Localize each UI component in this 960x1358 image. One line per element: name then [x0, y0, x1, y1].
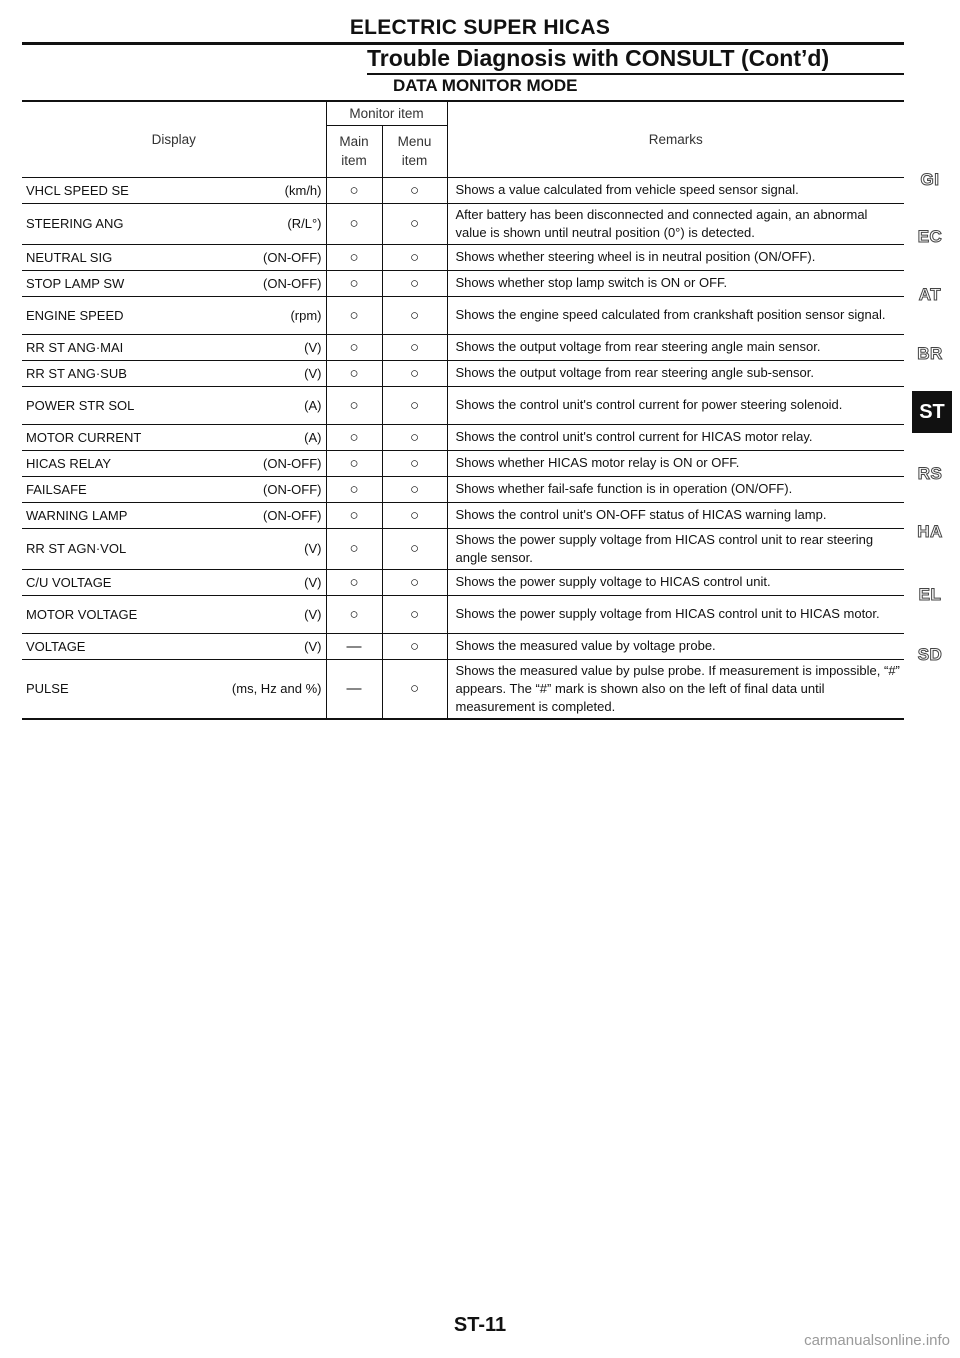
- remarks-cell: Shows the measured value by pulse probe. If measurement is impossible, “#” appears. The “#” mark is shown also on the left of final data until measurement is completed.: [447, 659, 904, 719]
- table-row: [22, 569, 904, 595]
- main-item-mark: ○: [326, 244, 382, 270]
- display-cell: [22, 244, 326, 270]
- tab-ec[interactable]: EC: [917, 227, 943, 246]
- tab-gi[interactable]: GI: [920, 170, 940, 189]
- display-cell: [22, 386, 326, 424]
- main-item-mark: ○: [326, 296, 382, 334]
- item-name: HICAS RELAY: [26, 455, 112, 471]
- remarks-cell: Shows whether stop lamp switch is ON or OFF.: [447, 270, 904, 296]
- data-monitor-table-container: [22, 100, 904, 720]
- menu-item-mark: ○: [382, 386, 447, 424]
- menu-item-mark: ○: [382, 270, 447, 296]
- item-unit: (ON-OFF): [263, 481, 322, 497]
- item-unit: (V): [304, 339, 322, 355]
- main-item-mark: ○: [326, 360, 382, 386]
- remarks-cell: Shows the control unit's ON-OFF status of HICAS warning lamp.: [447, 502, 904, 528]
- item-name: WARNING LAMP: [26, 507, 128, 523]
- watermark: carmanualsonline.info: [804, 1332, 950, 1349]
- table-row: [22, 360, 904, 386]
- tab-st-active[interactable]: ST: [912, 391, 952, 433]
- table-row: [22, 528, 904, 569]
- item-name: POWER STR SOL: [26, 397, 135, 413]
- main-item-mark: ○: [326, 203, 382, 244]
- display-cell: [22, 659, 326, 719]
- remarks-cell: Shows the measured value by voltage probe.: [447, 633, 904, 659]
- menu-item-mark: ○: [382, 595, 447, 633]
- section-title: Trouble Diagnosis with CONSULT (Cont’d): [367, 45, 830, 71]
- item-unit: (A): [304, 429, 322, 445]
- section-rule: [367, 73, 904, 75]
- main-item-mark: ○: [326, 595, 382, 633]
- display-cell: [22, 424, 326, 450]
- menu-item-mark: ○: [382, 528, 447, 569]
- tab-at[interactable]: AT: [918, 285, 942, 304]
- table-row: [22, 296, 904, 334]
- table-row: [22, 659, 904, 719]
- item-name: ENGINE SPEED: [26, 307, 124, 323]
- item-name: STOP LAMP SW: [26, 275, 125, 291]
- menu-item-mark: ○: [382, 569, 447, 595]
- page-title: ELECTRIC SUPER HICAS: [349, 16, 611, 39]
- item-name: RR ST ANG·MAI: [26, 339, 124, 355]
- item-unit: (A): [304, 397, 322, 413]
- item-name: MOTOR VOLTAGE: [26, 606, 138, 622]
- header-menu-item: Menu item: [382, 125, 447, 177]
- menu-item-mark: ○: [382, 476, 447, 502]
- table-row: [22, 386, 904, 424]
- item-unit: (ON-OFF): [263, 249, 322, 265]
- main-item-mark: ○: [326, 270, 382, 296]
- display-cell: [22, 334, 326, 360]
- item-unit: (ON-OFF): [263, 507, 322, 523]
- page-number: ST-11: [453, 1314, 507, 1336]
- table-row: [22, 334, 904, 360]
- item-unit: (rpm): [290, 307, 322, 323]
- item-name: VHCL SPEED SE: [26, 182, 129, 198]
- menu-item-mark: ○: [382, 334, 447, 360]
- item-unit: (V): [304, 574, 322, 590]
- menu-item-mark: ○: [382, 633, 447, 659]
- menu-item-mark: ○: [382, 659, 447, 719]
- main-item-mark: ○: [326, 424, 382, 450]
- table-row: [22, 633, 904, 659]
- item-name: VOLTAGE: [26, 638, 86, 654]
- remarks-cell: Shows whether steering wheel is in neutral position (ON/OFF).: [447, 244, 904, 270]
- menu-item-mark: ○: [382, 296, 447, 334]
- item-unit: (R/L°): [287, 216, 322, 231]
- item-name: MOTOR CURRENT: [26, 429, 142, 445]
- main-item-mark: ○: [326, 476, 382, 502]
- table-row: [22, 502, 904, 528]
- display-cell: [22, 177, 326, 203]
- display-cell: [22, 476, 326, 502]
- remarks-cell: Shows whether fail-safe function is in operation (ON/OFF).: [447, 476, 904, 502]
- display-cell: [22, 528, 326, 569]
- tab-sd[interactable]: SD: [917, 645, 943, 664]
- display-cell: [22, 595, 326, 633]
- table-row: [22, 595, 904, 633]
- display-cell: [22, 360, 326, 386]
- subsection-title: DATA MONITOR MODE: [393, 76, 578, 95]
- remarks-cell: Shows the control unit's control current for power steering solenoid.: [447, 386, 904, 424]
- main-item-mark: —: [326, 633, 382, 659]
- header-main-item: Main item: [326, 125, 382, 177]
- menu-item-mark: ○: [382, 424, 447, 450]
- table-row: [22, 450, 904, 476]
- header-remarks: Remarks: [447, 101, 904, 177]
- item-unit: (V): [304, 541, 322, 556]
- menu-item-mark: ○: [382, 177, 447, 203]
- item-name: C/U VOLTAGE: [26, 574, 112, 590]
- item-unit: (V): [304, 638, 322, 654]
- remarks-cell: Shows the control unit's control current for HICAS motor relay.: [447, 424, 904, 450]
- display-cell: [22, 450, 326, 476]
- remarks-cell: Shows the output voltage from rear steering angle main sensor.: [447, 334, 904, 360]
- table-row: [22, 476, 904, 502]
- display-cell: [22, 296, 326, 334]
- menu-item-mark: ○: [382, 502, 447, 528]
- table-row: [22, 424, 904, 450]
- main-item-mark: ○: [326, 569, 382, 595]
- item-unit: (ON-OFF): [263, 275, 322, 291]
- remarks-cell: Shows the output voltage from rear steering angle sub-sensor.: [447, 360, 904, 386]
- main-item-mark: ○: [326, 386, 382, 424]
- tab-el[interactable]: EL: [918, 585, 942, 604]
- display-cell: [22, 569, 326, 595]
- remarks-cell: Shows the power supply voltage from HICAS control unit to rear steering angle sensor.: [447, 528, 904, 569]
- main-item-mark: ○: [326, 334, 382, 360]
- main-item-mark: ○: [326, 502, 382, 528]
- header-display: Display: [22, 101, 326, 177]
- data-monitor-table: [22, 100, 904, 720]
- item-name: NEUTRAL SIG: [26, 249, 113, 265]
- main-item-mark: ○: [326, 450, 382, 476]
- tab-ha[interactable]: HA: [917, 522, 943, 541]
- remarks-cell: Shows the power supply voltage from HICAS control unit to HICAS motor.: [447, 595, 904, 633]
- item-name: RR ST ANG·SUB: [26, 365, 127, 381]
- item-unit: (V): [304, 365, 322, 381]
- menu-item-mark: ○: [382, 450, 447, 476]
- remarks-cell: After battery has been disconnected and connected again, an abnormal value is shown until neutral position (0°) is detected.: [447, 203, 904, 244]
- display-cell: [22, 502, 326, 528]
- item-unit: (ms, Hz and %): [231, 681, 322, 696]
- menu-item-mark: ○: [382, 244, 447, 270]
- main-item-mark: ○: [326, 177, 382, 203]
- tab-br[interactable]: BR: [917, 344, 943, 363]
- tab-rs[interactable]: RS: [917, 464, 943, 483]
- table-row: [22, 177, 904, 203]
- item-name: PULSE: [26, 681, 69, 696]
- main-item-mark: —: [326, 659, 382, 719]
- display-cell: [22, 270, 326, 296]
- menu-item-mark: ○: [382, 360, 447, 386]
- menu-item-mark: ○: [382, 203, 447, 244]
- item-unit: (km/h): [284, 182, 322, 198]
- item-name: STEERING ANG: [26, 216, 124, 231]
- item-name: FAILSAFE: [26, 481, 87, 497]
- remarks-cell: Shows the engine speed calculated from crankshaft position sensor signal.: [447, 296, 904, 334]
- item-unit: (ON-OFF): [263, 455, 322, 471]
- table-row: [22, 203, 904, 244]
- item-name: RR ST AGN·VOL: [26, 541, 127, 556]
- header-monitor-item: Monitor item: [326, 101, 447, 125]
- main-item-mark: ○: [326, 528, 382, 569]
- display-cell: [22, 633, 326, 659]
- remarks-cell: Shows the power supply voltage to HICAS control unit.: [447, 569, 904, 595]
- remarks-cell: Shows a value calculated from vehicle speed sensor signal.: [447, 177, 904, 203]
- table-row: [22, 244, 904, 270]
- table-row: [22, 270, 904, 296]
- remarks-cell: Shows whether HICAS motor relay is ON or OFF.: [447, 450, 904, 476]
- item-unit: (V): [304, 606, 322, 622]
- display-cell: [22, 203, 326, 244]
